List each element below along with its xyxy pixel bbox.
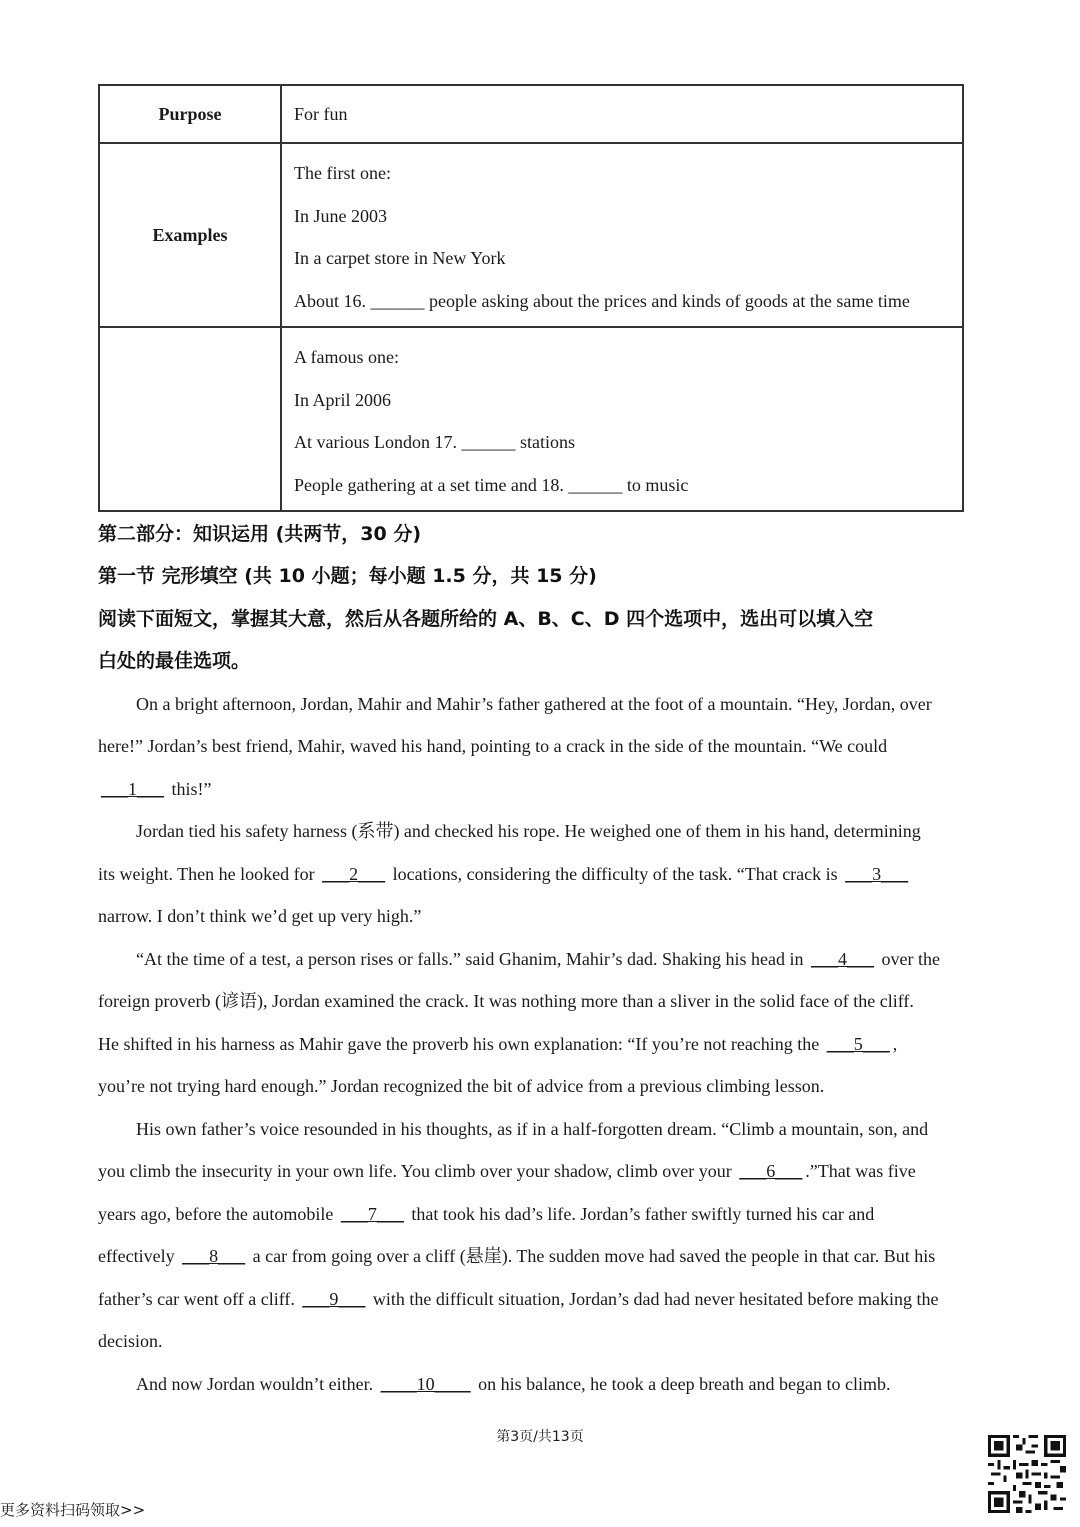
blank-1: ___1___ [101,779,164,799]
summary-table [98,84,964,512]
section-title: 第一节 完形填空 (共 10 小题；每小题 1.5 分，共 15 分) [98,565,597,587]
passage-line: On a bright afternoon, Jordan, Mahir and Mahir’s father gathered at the foot of a mountain. “Hey, Jordan, over [136,694,932,714]
blank-7: ___7___ [340,1204,404,1224]
passage-line: And now Jordan wouldn’t either. ____10____ on his balance, he took a deep breath and began to climb. [136,1374,891,1394]
empty-label-cell [99,327,281,511]
purpose-value: For fun [281,85,963,143]
example-1-line: In a carpet store in New York [294,248,506,268]
blank-3: ___3___ [845,864,909,884]
blank-4: ___4___ [811,949,875,969]
qr-code-icon[interactable] [988,1435,1066,1513]
passage-line: effectively ___8___ a car from going over a cliff (悬崖). The sudden move had saved the people in that car. But his [98,1246,936,1266]
blank-9: ___9___ [302,1289,366,1309]
passage-line: you climb the insecurity in your own life. You climb over your shadow, climb over your ___6___ .”That was five [98,1161,916,1181]
passage-line: its weight. Then he looked for ___2___ locations, considering the difficulty of the task. “That crack is ___3___ [98,853,911,895]
example-1-line: About 16. ______ people asking about the prices and kinds of goods at the same time [294,290,910,311]
passage-line: you’re not trying hard enough.” Jordan recognized the bit of advice from a previous climbing lesson. [98,1076,825,1096]
example-2-line: People gathering at a set time and 18. ______ to music [294,474,689,495]
purpose-label: Purpose [99,85,281,143]
blank-8: ___8___ [182,1246,246,1266]
instruction-line-1: 阅读下面短文，掌握其大意，然后从各题所给的 A、B、C、D 四个选项中，选出可以填入空 [98,608,874,630]
passage-line: Jordan tied his safety harness (系带) and checked his rope. He weighed one of them in his hand, determining [136,821,921,841]
passage-line: His own father’s voice resounded in his thoughts, as if in a half-forgotten dream. “Climb a mountain, son, and [136,1119,929,1139]
example-1-line: The first one: [294,163,391,183]
more-materials-link[interactable]: 更多资料扫码领取>> [0,1501,146,1519]
blank-2: ___2___ [322,864,386,884]
passage-line: father’s car went off a cliff. ___9___ with the difficult situation, Jordan’s dad had never hesitated before making the [98,1289,939,1309]
passage-line: “At the time of a test, a person rises or falls.” said Ghanim, Mahir’s dad. Shaking his head in ___4___ over the [136,949,941,969]
example-2-line: At various London 17. ______ stations [294,432,575,452]
passage-line: here!” Jordan’s best friend, Mahir, waved his hand, pointing to a crack in the side of the mountain. “We could [98,736,888,756]
example-2-cell [281,327,963,511]
passage-line: years ago, before the automobile ___7___ that took his dad’s life. Jordan’s father swiftly turned his car and [98,1204,875,1224]
passage-line: foreign proverb (谚语), Jordan examined the crack. It was nothing more than a sliver in the solid face of the cliff. [98,991,914,1011]
page-number: 第3页/共13页 [496,1429,584,1445]
passage-line: narrow. I don’t think we’d get up very high.” [98,906,422,926]
blank-6: ___6___ [739,1161,803,1181]
example-2-line: In April 2006 [294,389,391,410]
examples-label: Examples [99,143,281,327]
part-title: 第二部分：知识运用 (共两节，30 分) [98,523,422,545]
instruction-line-2: 白处的最佳选项。 [98,650,251,672]
example-1-line: In June 2003 [294,205,387,226]
passage-line: ___1___ this!” [98,768,212,810]
passage-line: He shifted in his harness as Mahir gave the proverb his own explanation: “If you’re not reaching the ___5___ , [98,1034,898,1054]
blank-10: ____10____ [380,1374,471,1394]
example-1-cell [281,143,963,327]
passage-line: decision. [98,1331,163,1351]
blank-5: ___5___ [826,1034,890,1054]
example-2-line: A famous one: [294,347,399,367]
